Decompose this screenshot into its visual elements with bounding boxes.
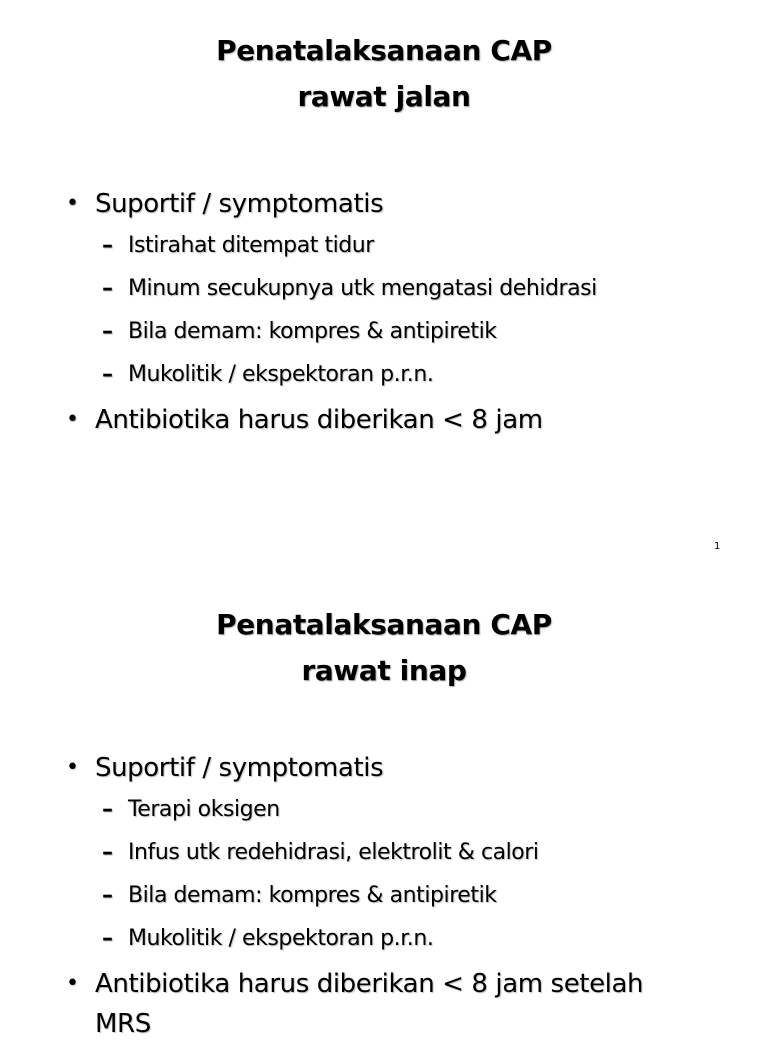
dash-icon: – — [102, 362, 113, 387]
dash-icon: – — [102, 276, 113, 301]
bullet-item — [0, 964, 768, 1004]
dash-icon: – — [102, 926, 113, 951]
slide-title — [0, 28, 768, 120]
dash-icon: – — [102, 319, 113, 344]
sub-bullet-item — [0, 224, 768, 267]
sub-bullet-text: Bila demam: kompres & antipiretik — [128, 319, 497, 344]
bullet-text: Suportif / symptomatis — [95, 753, 384, 783]
bullet-icon: • — [66, 755, 79, 780]
sub-bullet-text: Minum secukupnya utk mengatasi dehidrasi — [128, 276, 597, 301]
sub-bullet-text: Bila demam: kompres & antipiretik — [128, 883, 497, 908]
bullet-icon: • — [66, 191, 79, 216]
bullet-text: Suportif / symptomatis — [95, 189, 384, 219]
page-number: 1 — [714, 541, 721, 552]
slide-title-line-1: Penatalaksanaan CAP — [216, 608, 552, 641]
bullet-text: Antibiotika harus diberikan < 8 jam — [95, 405, 543, 435]
bullet-icon: • — [66, 407, 79, 432]
sub-bullet-item — [0, 874, 768, 917]
slide-title-line-2: rawat inap — [301, 654, 467, 687]
bullet-list — [0, 748, 768, 1044]
dash-icon: – — [102, 797, 113, 822]
bullet-list — [0, 184, 768, 440]
slide-title — [0, 602, 768, 694]
sub-bullet-text: Mukolitik / ekspektoran p.r.n. — [128, 362, 434, 387]
dash-icon: – — [102, 883, 113, 908]
sub-bullet-text: Terapi oksigen — [128, 797, 280, 822]
bullet-icon: • — [66, 971, 79, 996]
sub-bullet-text: Infus utk redehidrasi, elektrolit & calori — [128, 840, 539, 865]
slide-title-line-2: rawat jalan — [297, 80, 471, 113]
bullet-text: Antibiotika harus diberikan < 8 jam setelah — [95, 969, 644, 999]
sub-bullet-item — [0, 831, 768, 874]
bullet-continuation — [0, 1004, 768, 1044]
bullet-item — [0, 400, 768, 440]
sub-bullet-item — [0, 267, 768, 310]
sub-bullet-text: Mukolitik / ekspektoran p.r.n. — [128, 926, 434, 951]
dash-icon: – — [102, 233, 113, 258]
sub-bullet-item — [0, 353, 768, 396]
sub-bullet-text: Istirahat ditempat tidur — [128, 233, 374, 258]
slide-title-line-1: Penatalaksanaan CAP — [216, 34, 552, 67]
sub-bullet-item — [0, 788, 768, 831]
dash-icon: – — [102, 840, 113, 865]
slide-2 — [0, 562, 768, 1039]
sub-bullet-item — [0, 310, 768, 353]
sub-bullet-item — [0, 917, 768, 960]
bullet-item — [0, 748, 768, 788]
bullet-text-continued: MRS — [95, 1009, 151, 1039]
bullet-item — [0, 184, 768, 224]
